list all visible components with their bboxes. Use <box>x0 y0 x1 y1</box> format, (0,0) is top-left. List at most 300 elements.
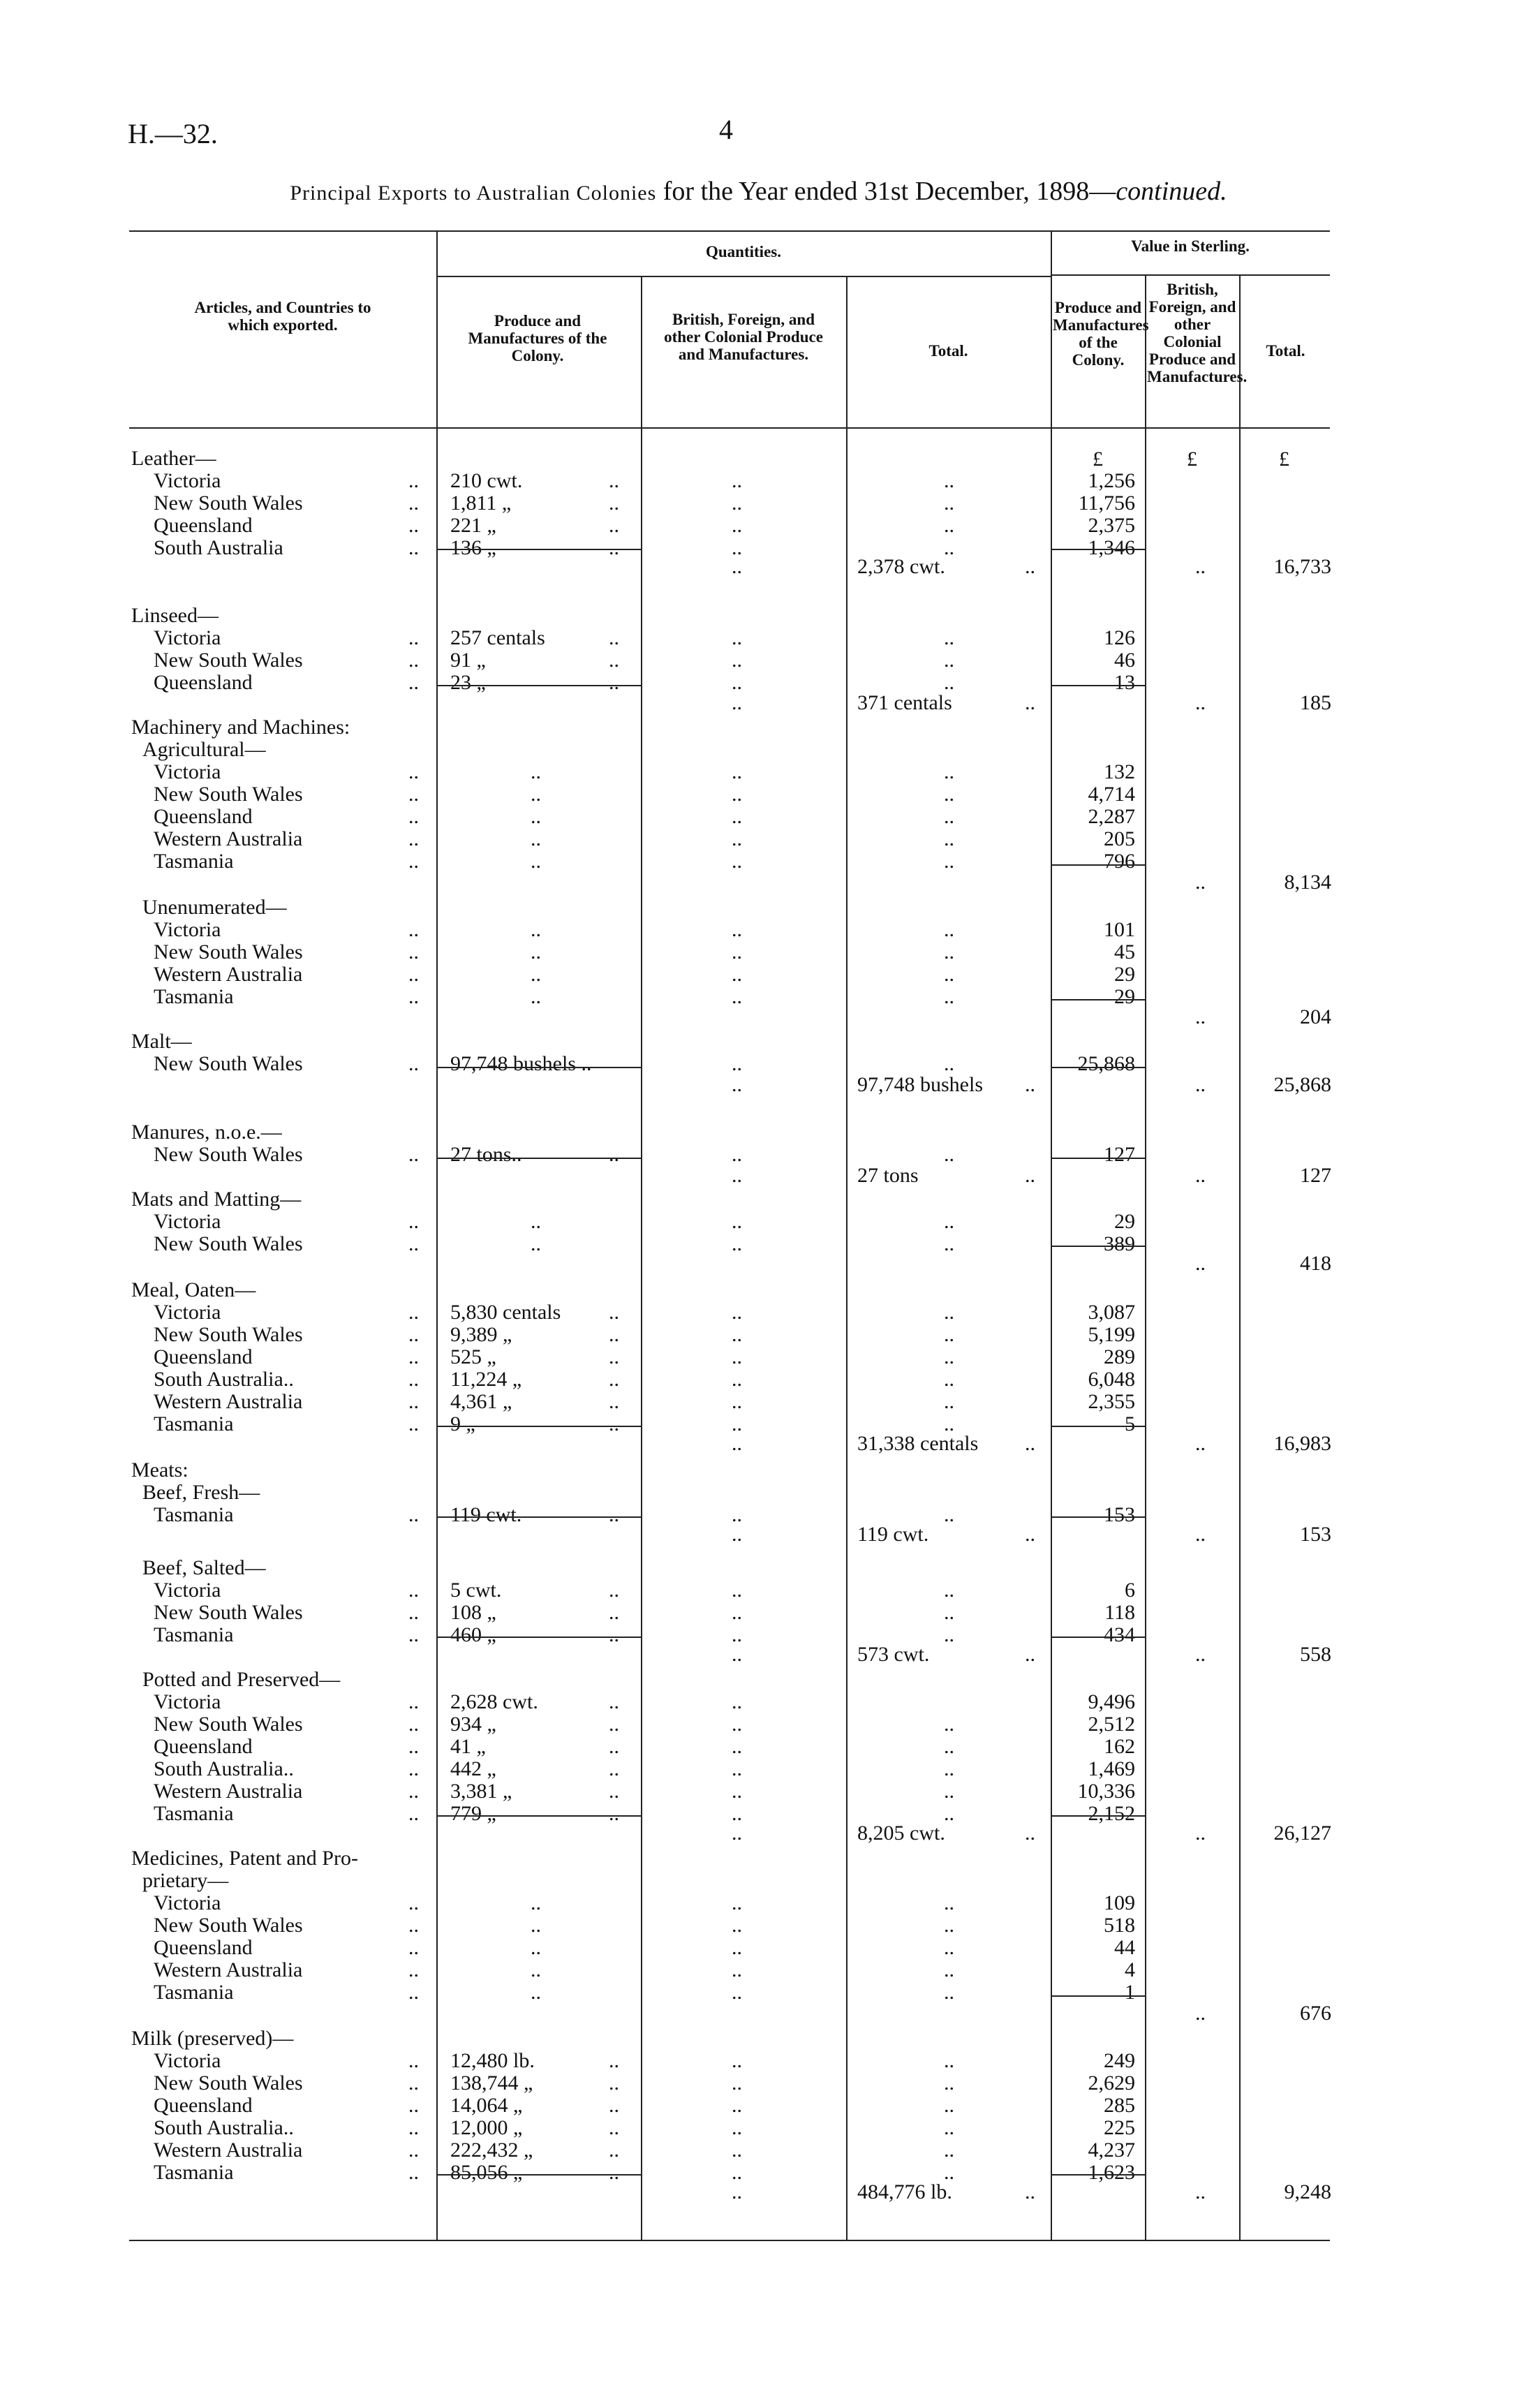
value-total: 127 <box>1300 1164 1331 1187</box>
table-top-rule <box>129 230 1330 232</box>
leader-dots: .. <box>408 2071 419 2095</box>
value-produce: 4 <box>1125 1958 1135 1981</box>
leader-dots: .. <box>732 1914 742 1937</box>
leader-dots: .. <box>609 1713 619 1736</box>
leader-dots: .. <box>609 514 619 537</box>
value-produce: 1 <box>1125 1981 1135 2004</box>
subtotal-rule <box>1052 1516 1145 1518</box>
quantity-total: 97,748 bushels <box>857 1073 983 1096</box>
header-q-produce: Produce and Manufactures of the Colony. <box>468 312 607 364</box>
leader-dots: .. <box>732 626 742 649</box>
value-produce: 225 <box>1104 2116 1135 2139</box>
leader-dots: .. <box>408 985 419 1008</box>
value-produce: 4,237 <box>1088 2139 1135 2162</box>
country-name: New South Wales <box>154 2071 303 2095</box>
leader-dots: .. <box>408 2139 419 2162</box>
leader-dots: .. <box>732 514 742 537</box>
leader-dots: .. <box>732 649 742 672</box>
leader-dots: .. <box>1025 1073 1035 1096</box>
leader-dots: .. <box>944 514 954 537</box>
value-total: 8,134 <box>1284 871 1331 894</box>
quantity-total: 8,205 cwt. <box>857 1822 945 1845</box>
leader-dots: .. <box>944 805 954 828</box>
leader-dots: .. <box>732 1623 742 1646</box>
article-name: Potted and Preserved— <box>142 1668 341 1691</box>
leader-dots: .. <box>1195 1005 1206 1028</box>
leader-dots: .. <box>944 1623 954 1646</box>
leader-dots: .. <box>732 1713 742 1736</box>
header-v-total: Total. <box>1266 342 1305 360</box>
header-v-produce: Produce and Manufactures of the Colony. <box>1053 299 1149 369</box>
value-produce: 2,287 <box>1088 805 1135 828</box>
article-name: Linseed— <box>131 604 219 627</box>
leader-dots: .. <box>531 783 541 806</box>
value-rule <box>1051 274 1330 276</box>
country-name: South Australia.. <box>154 1757 294 1780</box>
leader-dots: .. <box>944 1412 954 1435</box>
leader-dots: .. <box>1195 1432 1206 1455</box>
leader-dots: .. <box>944 626 954 649</box>
table-title <box>0 176 1517 207</box>
value-total: 204 <box>1300 1005 1331 1028</box>
value-total: 26,127 <box>1273 1822 1331 1845</box>
leader-dots: .. <box>732 1891 742 1914</box>
leader-dots: .. <box>1195 1643 1206 1666</box>
leader-dots: .. <box>732 850 742 873</box>
leader-dots: .. <box>408 783 419 806</box>
country-name: Western Australia <box>154 1390 303 1413</box>
country-name: Tasmania <box>154 2161 234 2184</box>
value-total: 9,248 <box>1284 2180 1331 2203</box>
leader-dots: .. <box>944 1735 954 1758</box>
value-total: 185 <box>1300 691 1331 714</box>
value-produce: 127 <box>1104 1143 1135 1166</box>
leader-dots: .. <box>944 1345 954 1368</box>
leader-dots: .. <box>944 469 954 492</box>
leader-dots: .. <box>1195 555 1206 578</box>
leader-dots: .. <box>408 1981 419 2004</box>
value-produce: 434 <box>1104 1623 1135 1646</box>
value-total: 16,733 <box>1273 555 1331 578</box>
country-name: New South Wales <box>154 1914 303 1937</box>
country-name: Queensland <box>154 1345 253 1368</box>
country-name: Western Australia <box>154 2139 303 2162</box>
leader-dots: .. <box>732 1601 742 1624</box>
leader-dots: .. <box>944 918 954 941</box>
quantity-produce: 779 „ <box>450 1802 496 1825</box>
col-divider-4 <box>1051 230 1052 2241</box>
leader-dots: .. <box>408 2116 419 2139</box>
subtotal-rule <box>1052 999 1145 1000</box>
subtotal-rule <box>438 1067 642 1068</box>
country-name: New South Wales <box>154 1713 303 1736</box>
col-divider-6 <box>1239 275 1241 2241</box>
country-name: Tasmania <box>154 1981 234 2004</box>
header-v-british: British, Foreign, and other Colonial Produce and Manufactures. <box>1147 281 1248 385</box>
leader-dots: .. <box>944 1390 954 1413</box>
quantity-produce: 136 „ <box>450 536 496 559</box>
value-produce: 289 <box>1104 1345 1135 1368</box>
leader-dots: .. <box>609 2049 619 2072</box>
value-produce: 389 <box>1104 1232 1135 1255</box>
leader-dots: .. <box>609 1690 619 1713</box>
leader-dots: .. <box>944 1323 954 1346</box>
col-divider-5 <box>1145 275 1146 2241</box>
title-suffix: continued. <box>1116 177 1227 206</box>
quantity-produce: 14,064 „ <box>450 2094 523 2117</box>
subtotal-rule <box>1052 685 1145 686</box>
article-name: Unenumerated— <box>142 896 287 919</box>
leader-dots: .. <box>732 1345 742 1368</box>
quantities-rule <box>436 276 1051 277</box>
leader-dots: .. <box>732 1822 742 1845</box>
leader-dots: .. <box>609 2139 619 2162</box>
leader-dots: .. <box>408 760 419 783</box>
leader-dots: .. <box>408 1891 419 1914</box>
leader-dots: .. <box>732 1735 742 1758</box>
leader-dots: .. <box>1025 1523 1035 1546</box>
leader-dots: .. <box>609 1345 619 1368</box>
country-name: Victoria <box>154 2049 221 2072</box>
value-produce: 10,336 <box>1077 1780 1135 1803</box>
leader-dots: .. <box>408 1914 419 1937</box>
leader-dots: .. <box>732 555 742 578</box>
leader-dots: .. <box>732 1523 742 1546</box>
value-produce: 285 <box>1104 2094 1135 2117</box>
leader-dots: .. <box>732 1432 742 1455</box>
leader-dots: .. <box>944 1802 954 1825</box>
leader-dots: .. <box>944 2094 954 2117</box>
quantity-produce: 221 „ <box>450 514 496 537</box>
leader-dots: .. <box>408 1323 419 1346</box>
currency-produce: £ <box>1093 448 1103 471</box>
leader-dots: .. <box>609 1579 619 1602</box>
leader-dots: .. <box>732 1232 742 1255</box>
country-name: Western Australia <box>154 963 303 986</box>
leader-dots: .. <box>732 1503 742 1526</box>
currency-british: £ <box>1187 448 1197 471</box>
leader-dots: .. <box>609 2071 619 2095</box>
country-name: Victoria <box>154 1891 221 1914</box>
quantity-produce: 525 „ <box>450 1345 496 1368</box>
leader-dots: .. <box>408 1713 419 1736</box>
quantity-produce: 2,628 cwt. <box>450 1690 538 1713</box>
country-name: Queensland <box>154 1735 253 1758</box>
leader-dots: .. <box>408 1210 419 1233</box>
subtotal-rule <box>1052 1158 1145 1159</box>
leader-dots: .. <box>531 918 541 941</box>
value-produce: 9,496 <box>1088 1690 1135 1713</box>
subtotal-rule <box>1052 1815 1145 1817</box>
value-produce: 1,469 <box>1088 1757 1135 1780</box>
document-reference: H.—32. <box>128 118 218 149</box>
header-quantities: Quantities. <box>706 243 781 260</box>
country-name: Queensland <box>154 805 253 828</box>
leader-dots: .. <box>1195 1073 1206 1096</box>
leader-dots: .. <box>944 1601 954 1624</box>
leader-dots: .. <box>531 805 541 828</box>
quantity-total: 371 centals <box>857 691 952 714</box>
subtotal-rule <box>438 1815 642 1817</box>
leader-dots: .. <box>732 1301 742 1324</box>
value-produce: 13 <box>1114 671 1135 694</box>
quantity-produce: 460 „ <box>450 1623 496 1646</box>
country-name: Queensland <box>154 2094 253 2117</box>
country-name: Queensland <box>154 514 253 537</box>
quantity-produce: 442 „ <box>450 1757 496 1780</box>
leader-dots: .. <box>408 1368 419 1391</box>
value-total: 558 <box>1300 1643 1331 1666</box>
leader-dots: .. <box>944 985 954 1008</box>
quantity-produce: 11,224 „ <box>450 1368 522 1391</box>
leader-dots: .. <box>732 1164 742 1187</box>
leader-dots: .. <box>1195 2002 1206 2025</box>
subtotal-rule <box>438 549 642 550</box>
leader-dots: .. <box>531 1210 541 1233</box>
value-produce: 2,152 <box>1088 1802 1135 1825</box>
leader-dots: .. <box>732 940 742 963</box>
quantity-total: 573 cwt. <box>857 1643 930 1666</box>
article-name: Medicines, Patent and Pro- <box>131 1847 358 1870</box>
leader-dots: .. <box>1195 691 1206 714</box>
leader-dots: .. <box>531 1981 541 2004</box>
leader-dots: .. <box>531 1936 541 1959</box>
country-name: South Australia.. <box>154 2116 294 2139</box>
country-name: Victoria <box>154 1301 221 1324</box>
country-name: Queensland <box>154 1936 253 1959</box>
country-name: Tasmania <box>154 1802 234 1825</box>
leader-dots: .. <box>732 1936 742 1959</box>
value-produce: 29 <box>1114 1210 1135 1233</box>
country-name: Tasmania <box>154 1503 234 1526</box>
leader-dots: .. <box>609 2161 619 2184</box>
title-middle: for the Year ended 31st December, 1898— <box>656 177 1116 206</box>
leader-dots: .. <box>609 1623 619 1646</box>
quantity-produce: 41 „ <box>450 1735 486 1758</box>
leader-dots: .. <box>609 1323 619 1346</box>
page-number: 4 <box>719 114 733 145</box>
leader-dots: .. <box>408 1301 419 1324</box>
article-name: prietary— <box>142 1869 229 1892</box>
leader-dots: .. <box>944 1579 954 1602</box>
leader-dots: .. <box>732 1073 742 1096</box>
leader-dots: .. <box>944 1301 954 1324</box>
leader-dots: .. <box>1025 1643 1035 1666</box>
article-name: Mats and Matting— <box>131 1188 302 1211</box>
country-name: New South Wales <box>154 1143 303 1166</box>
leader-dots: .. <box>609 2094 619 2117</box>
leader-dots: .. <box>408 1143 419 1166</box>
leader-dots: .. <box>609 649 619 672</box>
subtotal-rule <box>1052 2174 1145 2176</box>
value-produce: 1,346 <box>1088 536 1135 559</box>
country-name: Victoria <box>154 760 221 783</box>
leader-dots: .. <box>408 536 419 559</box>
quantity-total: 484,776 lb. <box>857 2180 952 2203</box>
leader-dots: .. <box>732 2161 742 2184</box>
leader-dots: .. <box>1195 2180 1206 2203</box>
leader-dots: .. <box>531 1891 541 1914</box>
value-produce: 518 <box>1104 1914 1135 1937</box>
leader-dots: .. <box>944 1503 954 1526</box>
leader-dots: .. <box>944 1958 954 1981</box>
value-produce: 25,868 <box>1077 1052 1135 1075</box>
leader-dots: .. <box>609 1780 619 1803</box>
leader-dots: .. <box>1025 691 1035 714</box>
country-name: Western Australia <box>154 1780 303 1803</box>
leader-dots: .. <box>732 1210 742 1233</box>
country-name: New South Wales <box>154 1232 303 1255</box>
quantity-produce: 5,830 centals <box>450 1301 561 1324</box>
value-produce: 5,199 <box>1088 1323 1135 1346</box>
subtotal-rule <box>1052 549 1145 550</box>
leader-dots: .. <box>944 1757 954 1780</box>
leader-dots: .. <box>408 1412 419 1435</box>
article-name: Meats: <box>131 1458 188 1482</box>
leader-dots: .. <box>408 514 419 537</box>
leader-dots: .. <box>732 536 742 559</box>
leader-dots: .. <box>732 963 742 986</box>
quantity-total: 27 tons <box>857 1164 919 1187</box>
leader-dots: .. <box>609 1757 619 1780</box>
leader-dots: .. <box>732 2071 742 2095</box>
quantity-produce: 4,361 „ <box>450 1390 512 1413</box>
leader-dots: .. <box>732 1390 742 1413</box>
col-divider-3 <box>846 276 848 2241</box>
article-name: Meal, Oaten— <box>131 1278 256 1301</box>
article-name: Malt— <box>131 1030 192 1053</box>
leader-dots: .. <box>732 1579 742 1602</box>
article-name: Beef, Salted— <box>142 1556 266 1579</box>
leader-dots: .. <box>408 1735 419 1758</box>
subtotal-rule <box>438 1516 642 1518</box>
leader-dots: .. <box>732 671 742 694</box>
leader-dots: .. <box>732 492 742 515</box>
country-name: New South Wales <box>154 1052 303 1075</box>
value-total: 16,983 <box>1273 1432 1331 1455</box>
article-name: Agricultural— <box>142 738 266 761</box>
leader-dots: .. <box>732 1323 742 1346</box>
leader-dots: .. <box>944 2161 954 2184</box>
leader-dots: .. <box>609 671 619 694</box>
leader-dots: .. <box>408 850 419 873</box>
leader-dots: .. <box>944 2071 954 2095</box>
leader-dots: .. <box>732 1368 742 1391</box>
quantity-produce: 27 tons.. <box>450 1143 522 1166</box>
leader-dots: .. <box>531 985 541 1008</box>
leader-dots: .. <box>609 1143 619 1166</box>
leader-dots: .. <box>1025 2180 1035 2203</box>
leader-dots: .. <box>408 1690 419 1713</box>
country-name: New South Wales <box>154 492 303 515</box>
header-q-british: British, Foreign, and other Colonial Produce and Manufactures. <box>664 311 823 363</box>
value-produce: 1,623 <box>1088 2161 1135 2184</box>
quantity-produce: 9,389 „ <box>450 1323 512 1346</box>
table-bottom-rule <box>129 2240 1330 2241</box>
subtotal-rule <box>1052 1067 1145 1068</box>
leader-dots: .. <box>732 1412 742 1435</box>
leader-dots: .. <box>944 1914 954 1937</box>
quantity-produce: 85,056 „ <box>450 2161 523 2184</box>
value-total: 25,868 <box>1273 1073 1331 1096</box>
leader-dots: .. <box>944 1368 954 1391</box>
quantity-produce: 210 cwt. <box>450 469 523 492</box>
leader-dots: .. <box>408 1802 419 1825</box>
value-produce: 1,256 <box>1088 469 1135 492</box>
quantity-produce: 12,480 lb. <box>450 2049 535 2072</box>
leader-dots: .. <box>408 2094 419 2117</box>
value-produce: 2,629 <box>1088 2071 1135 2095</box>
subtotal-rule <box>438 1426 642 1427</box>
value-produce: 249 <box>1104 2049 1135 2072</box>
quantity-produce: 23 „ <box>450 671 486 694</box>
quantity-produce: 3,381 „ <box>450 1780 512 1803</box>
quantity-produce: 138,744 „ <box>450 2071 533 2095</box>
value-produce: 2,355 <box>1088 1390 1135 1413</box>
country-name: New South Wales <box>154 649 303 672</box>
country-name: Tasmania <box>154 850 234 873</box>
value-produce: 46 <box>1114 649 1135 672</box>
header-bottom-rule <box>129 427 1330 429</box>
value-produce: 6 <box>1125 1579 1135 1602</box>
quantity-total: 119 cwt. <box>857 1523 929 1546</box>
quantity-produce: 119 cwt. <box>450 1503 522 1526</box>
leader-dots: .. <box>944 492 954 515</box>
country-name: Victoria <box>154 469 221 492</box>
leader-dots: .. <box>944 783 954 806</box>
article-name: Beef, Fresh— <box>142 1481 260 1504</box>
leader-dots: .. <box>408 1780 419 1803</box>
leader-dots: .. <box>531 1232 541 1255</box>
leader-dots: .. <box>1195 1164 1206 1187</box>
leader-dots: .. <box>1195 1523 1206 1546</box>
leader-dots: .. <box>944 1936 954 1959</box>
leader-dots: .. <box>408 1579 419 1602</box>
leader-dots: .. <box>609 469 619 492</box>
leader-dots: .. <box>732 1052 742 1075</box>
leader-dots: .. <box>944 2116 954 2139</box>
leader-dots: .. <box>609 1802 619 1825</box>
quantity-produce: 257 centals <box>450 626 545 649</box>
leader-dots: .. <box>408 626 419 649</box>
country-name: Tasmania <box>154 1412 234 1435</box>
value-produce: 796 <box>1104 850 1135 873</box>
value-produce: 109 <box>1104 1891 1135 1914</box>
leader-dots: .. <box>408 469 419 492</box>
leader-dots: .. <box>732 1757 742 1780</box>
leader-dots: .. <box>609 536 619 559</box>
value-produce: 29 <box>1114 963 1135 986</box>
country-name: New South Wales <box>154 940 303 963</box>
leader-dots: .. <box>1025 1164 1035 1187</box>
header-articles: Articles, and Countries to which exported. <box>194 299 371 334</box>
leader-dots: .. <box>944 1143 954 1166</box>
value-produce: 2,512 <box>1088 1713 1135 1736</box>
subtotal-rule <box>1052 1246 1145 1247</box>
quantity-total: 31,338 centals <box>857 1432 979 1455</box>
leader-dots: .. <box>1195 1822 1206 1845</box>
leader-dots: .. <box>732 1981 742 2004</box>
leader-dots: .. <box>531 1958 541 1981</box>
leader-dots: .. <box>944 2049 954 2072</box>
leader-dots: .. <box>732 1958 742 1981</box>
leader-dots: .. <box>944 671 954 694</box>
leader-dots: .. <box>609 1301 619 1324</box>
country-name: Queensland <box>154 671 253 694</box>
quantity-produce: 1,811 „ <box>450 492 512 515</box>
leader-dots: .. <box>944 536 954 559</box>
value-total: 153 <box>1300 1523 1331 1546</box>
